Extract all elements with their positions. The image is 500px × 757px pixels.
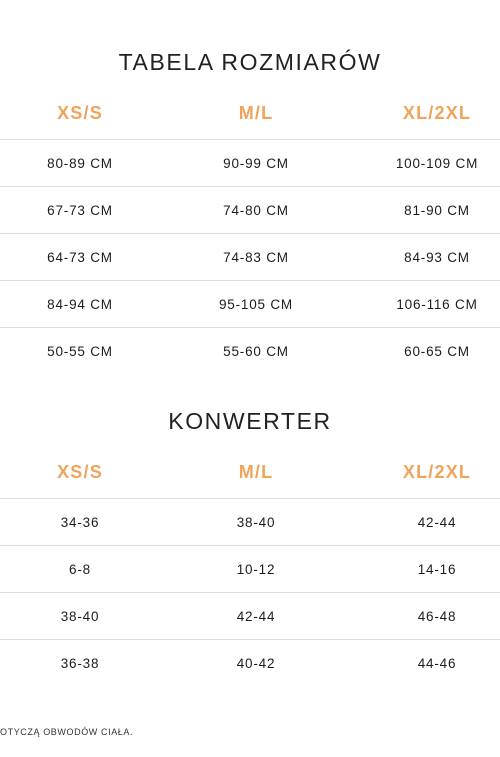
table-cell: 106-116 CM bbox=[396, 296, 478, 312]
table-row bbox=[0, 545, 500, 592]
size-chart-table bbox=[0, 139, 500, 374]
table-cell: 46-48 bbox=[417, 608, 457, 624]
table-cell: 42-44 bbox=[417, 514, 457, 530]
size-chart-header-row bbox=[0, 103, 500, 129]
table-cell: 42-44 bbox=[236, 608, 276, 624]
converter-title: KONWERTER bbox=[168, 408, 332, 434]
table-cell: 36-38 bbox=[60, 655, 100, 671]
size-chart-header-m-l: M/L bbox=[238, 103, 274, 123]
table-cell: 10-12 bbox=[236, 561, 276, 577]
table-cell: 95-105 CM bbox=[219, 296, 293, 312]
table-row bbox=[0, 139, 500, 186]
size-chart-header-xl-2xl: XL/2XL bbox=[402, 103, 472, 123]
table-cell: 38-40 bbox=[60, 608, 100, 624]
table-cell: 74-83 CM bbox=[223, 249, 289, 265]
footnote: OTYCZĄ OBWODÓW CIAŁA. bbox=[0, 727, 134, 737]
table-row bbox=[0, 639, 500, 686]
table-cell: 81-90 CM bbox=[404, 202, 470, 218]
table-cell: 67-73 CM bbox=[47, 202, 113, 218]
table-row bbox=[0, 498, 500, 545]
table-cell: 80-89 CM bbox=[47, 155, 113, 171]
table-cell: 44-46 bbox=[417, 655, 457, 671]
table-cell: 50-55 CM bbox=[47, 343, 113, 359]
table-row bbox=[0, 592, 500, 639]
table-cell: 34-36 bbox=[60, 514, 100, 530]
table-cell: 6-8 bbox=[69, 561, 91, 577]
table-cell: 84-93 CM bbox=[404, 249, 470, 265]
converter-header-m-l: M/L bbox=[238, 462, 274, 482]
converter-header-row bbox=[0, 462, 500, 488]
table-cell: 100-109 CM bbox=[395, 155, 479, 171]
size-chart-header-xs-s: XS/S bbox=[57, 103, 103, 123]
table-cell: 55-60 CM bbox=[223, 343, 289, 359]
table-cell: 38-40 bbox=[236, 514, 276, 530]
size-chart-title: TABELA ROZMIARÓW bbox=[118, 49, 382, 75]
table-cell: 14-16 bbox=[417, 561, 457, 577]
table-row bbox=[0, 186, 500, 233]
table-cell: 90-99 CM bbox=[223, 155, 289, 171]
converter-header-xl-2xl: XL/2XL bbox=[402, 462, 472, 482]
table-row bbox=[0, 327, 500, 374]
table-cell: 74-80 CM bbox=[223, 202, 289, 218]
table-cell: 64-73 CM bbox=[47, 249, 113, 265]
converter-header-xs-s: XS/S bbox=[57, 462, 103, 482]
table-cell: 60-65 CM bbox=[404, 343, 470, 359]
table-cell: 40-42 bbox=[236, 655, 276, 671]
table-row bbox=[0, 280, 500, 327]
table-cell: 84-94 CM bbox=[47, 296, 113, 312]
converter-table bbox=[0, 498, 500, 686]
table-row bbox=[0, 233, 500, 280]
